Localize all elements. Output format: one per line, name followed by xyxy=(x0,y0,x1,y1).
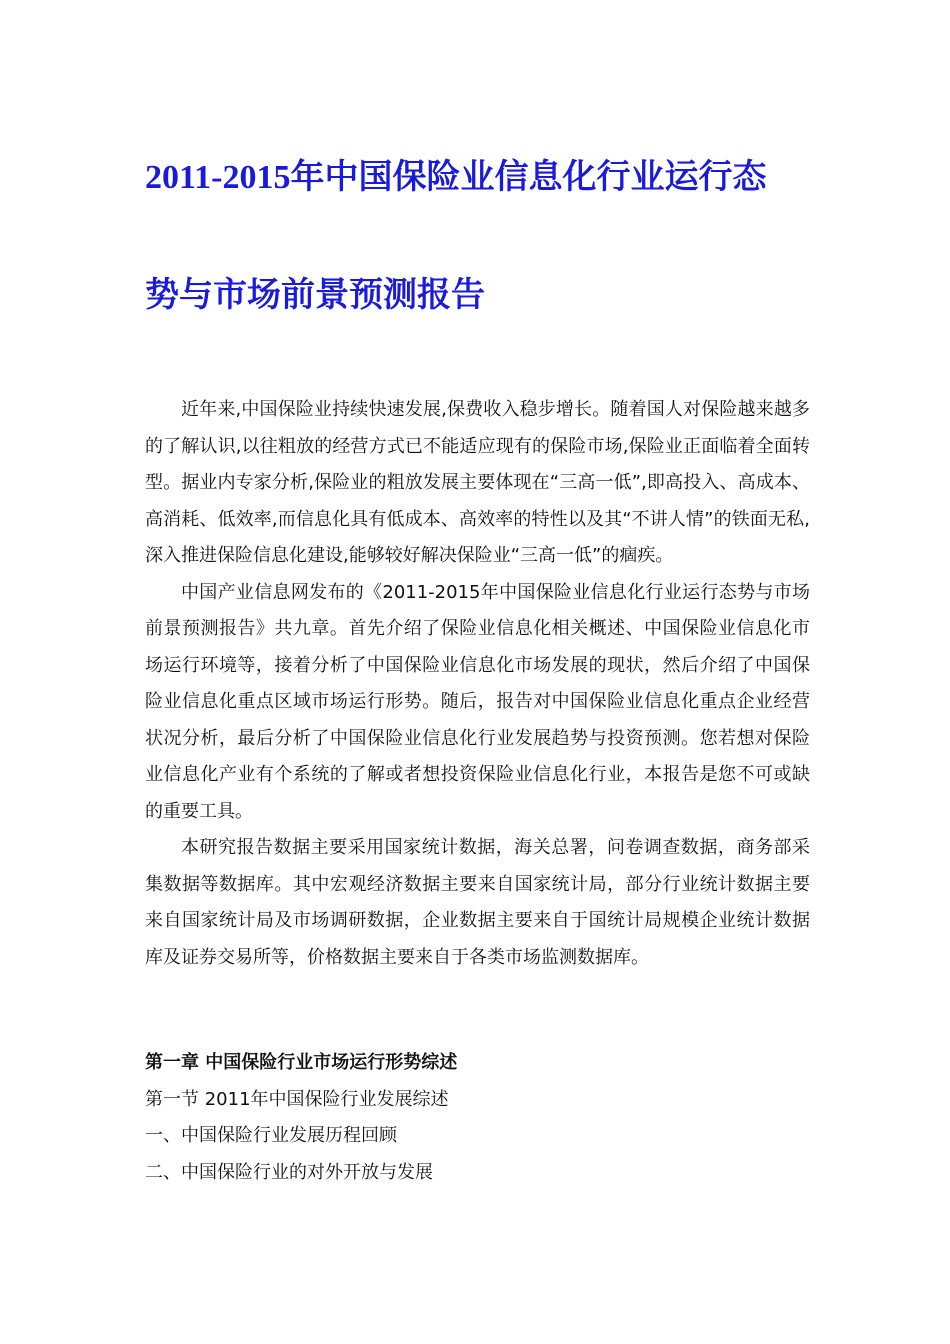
table-of-contents xyxy=(145,1045,810,1191)
document-title-line-1: 2011-2015年中国保险业信息化行业运行态 xyxy=(145,159,767,196)
toc-section-1: 第一节 2011年中国保险行业发展综述 xyxy=(145,1088,449,1110)
intro-section xyxy=(145,392,810,976)
toc-item-1: 一、中国保险行业发展历程回顾 xyxy=(145,1125,397,1146)
intro-paragraph-2: 中国产业信息网发布的《2011-2015年中国保险业信息化行业运行态势与市场前景预测报告》共九章。首先介绍了保险业信息化相关概述、中国保险业信息化市场运行环境等，接着分析了中国保险业信息化市场发展的现状，然后介绍了中国保险业信息化重点区域市场运行形势。随后，报告对中国保险业信息化重点企业经营状况分析，最后分析了中国保险业信息化行业发展趋势与投资预测。您若想对保险业信息化产业有个系统的了解或者想投资保险业信息化行业，本报告是您不可或缺的重要工具。 xyxy=(145,581,810,822)
toc-chapter-1: 第一章 中国保险行业市场运行形势综述 xyxy=(145,1052,458,1073)
intro-paragraph-1: 近年来,中国保险业持续快速发展,保费收入稳步增长。随着国人对保险越来越多的了解认识,以往粗放的经营方式已不能适应现有的保险市场,保险业正面临着全面转型。据业内专家分析,保险业的粗放发展主要体现在“三高一低”,即高投入、高成本、高消耗、低效率,而信息化具有低成本、高效率的特性以及其“不讲人情”的铁面无私,深入推进保险信息化建设,能够较好解决保险业“三高一低”的痼疾。 xyxy=(145,399,810,566)
intro-paragraph-3: 本研究报告数据主要采用国家统计数据，海关总署，问卷调查数据，商务部采集数据等数据库。其中宏观经济数据主要来自国家统计局，部分行业统计数据主要来自国家统计局及市场调研数据，企业数据主要来自于国统计局规模企业统计数据库及证券交易所等，价格数据主要来自于各类市场监测数据库。 xyxy=(145,837,810,968)
toc-item-2: 二、中国保险行业的对外开放与发展 xyxy=(145,1161,433,1183)
document-title-line-2: 势与市场前景预测报告 xyxy=(145,277,485,314)
